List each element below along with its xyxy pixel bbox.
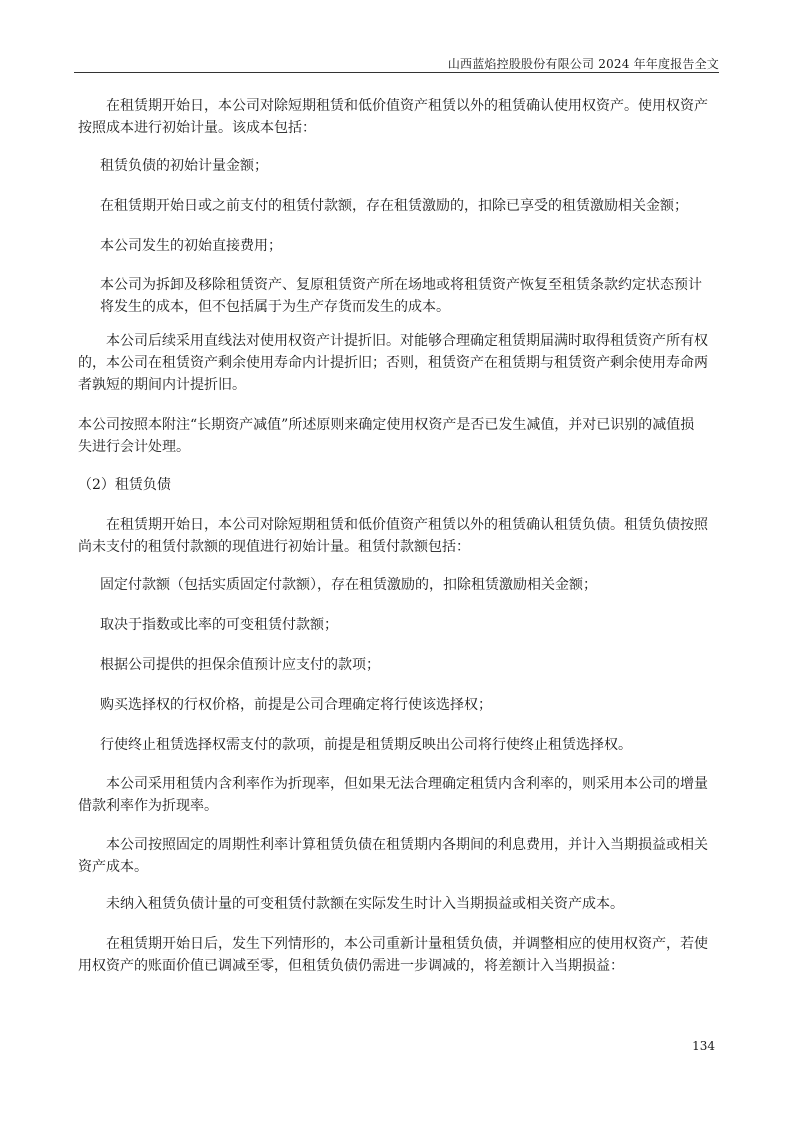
document-header: 山西蓝焰控股股份有限公司 2024 年年度报告全文 <box>447 57 719 71</box>
header-rule <box>74 72 719 73</box>
paragraph-item <box>78 195 740 217</box>
paragraph-item <box>78 155 740 177</box>
text-line: 的，本公司在租赁资产剩余使用寿命内计提折旧；否则，租赁资产在租赁期与租赁资产剩余使用寿命两 <box>78 355 708 371</box>
text-line: 失进行会计处理。 <box>78 439 190 455</box>
text-line: 取决于指数或比率的可变租赁付款额； <box>100 617 338 633</box>
paragraph-item <box>78 614 740 636</box>
text-line: 本公司后续采用直线法对使用权资产计提折旧。对能够合理确定租赁期届满时取得租赁资产所有权 <box>106 333 708 349</box>
text-line: 按照成本进行初始计量。该成本包括： <box>78 120 316 136</box>
paragraph-depreciation <box>78 330 718 396</box>
text-line: 租赁负债的初始计量金额； <box>100 158 268 174</box>
section-heading <box>78 474 718 496</box>
paragraph-lease-liability <box>78 514 718 558</box>
paragraph-item <box>78 694 740 716</box>
paragraph-item <box>78 654 740 676</box>
text-line: 本公司按照固定的周期性利率计算租赁负债在租赁期内各期间的利息费用，并计入当期损益或相关 <box>106 837 708 853</box>
text-line: 在租赁期开始日或之前支付的租赁付款额，存在租赁激励的，扣除已享受的租赁激励相关金额； <box>100 198 688 214</box>
page-number: 134 <box>692 1039 715 1053</box>
paragraph-right-of-use-initial <box>78 95 718 139</box>
paragraph-impairment <box>78 414 718 458</box>
paragraph-interest <box>78 834 718 878</box>
text-line: 购买选择权的行权价格，前提是公司合理确定将行使该选择权； <box>100 697 492 713</box>
text-line: 根据公司提供的担保余值预计应支付的款项； <box>100 657 380 673</box>
text-line: 用权资产的账面价值已调减至零，但租赁负债仍需进一步调减的，将差额计入当期损益： <box>78 958 624 974</box>
text-line: 资产成本。 <box>78 859 148 875</box>
section-heading-text: （2）租赁负债 <box>78 477 171 493</box>
paragraph-item <box>78 274 718 318</box>
text-line: 借款利率作为折现率。 <box>78 798 218 814</box>
paragraph-discount-rate <box>78 773 718 817</box>
text-line: 行使终止租赁选择权需支付的款项，前提是租赁期反映出公司将行使终止租赁选择权。 <box>100 737 632 753</box>
text-line: 将发生的成本，但不包括属于为生产存货而发生的成本。 <box>100 299 450 315</box>
text-line: 本公司采用租赁内含利率作为折现率，但如果无法合理确定租赁内含利率的，则采用本公司的增量 <box>106 776 708 792</box>
text-line: 在租赁期开始日，本公司对除短期租赁和低价值资产租赁以外的租赁确认租赁负债。租赁负债按照 <box>106 517 708 533</box>
paragraph-variable-payments <box>78 893 718 915</box>
paragraph-item <box>78 574 740 596</box>
text-line: 本公司发生的初始直接费用； <box>100 238 282 254</box>
text-line: 者孰短的期间内计提折旧。 <box>78 377 246 393</box>
paragraph-item <box>78 734 740 756</box>
paragraph-item <box>78 235 740 257</box>
text-line: 尚未支付的租赁付款额的现值进行初始计量。租赁付款额包括： <box>78 539 470 555</box>
text-line: 未纳入租赁负债计量的可变租赁付款额在实际发生时计入当期损益或相关资产成本。 <box>106 896 624 912</box>
text-line: 在租赁期开始日，本公司对除短期租赁和低价值资产租赁以外的租赁确认使用权资产。使用权资产 <box>106 98 708 114</box>
text-line: 固定付款额（包括实质固定付款额），存在租赁激励的，扣除租赁激励相关金额； <box>100 577 597 593</box>
text-line: 本公司为拆卸及移除租赁资产、复原租赁资产所在场地或将租赁资产恢复至租赁条款约定状态预计 <box>100 277 702 293</box>
paragraph-remeasurement <box>78 933 718 977</box>
text-line: 本公司按照本附注“长期资产减值”所述原则来确定使用权资产是否已发生减值，并对已识别的减值损 <box>78 417 695 433</box>
text-line: 在租赁期开始日后，发生下列情形的，本公司重新计量租赁负债，并调整相应的使用权资产，若使 <box>106 936 708 952</box>
